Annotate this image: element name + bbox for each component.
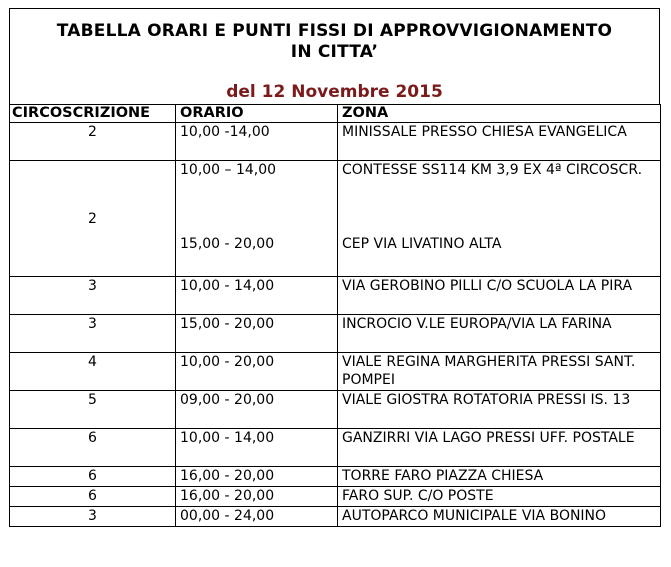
table-row [10,487,661,507]
cell-orario: 16,00 - 20,00 [176,467,338,487]
table-row [10,353,661,391]
schedule-table [9,104,661,527]
cell-circoscrizione: 2 [10,161,176,277]
cell-orario: 10,00 - 14,00 [176,429,338,467]
date-subtitle: del 12 Novembre 2015 [226,82,443,102]
zona-slot-2: CEP VIA LIVATINO ALTA [342,236,502,252]
title-line-1: TABELLA ORARI E PUNTI FISSI DI APPROVVIGIONAMENTO [56,21,613,41]
table-row [10,277,661,315]
cell-orario: 10,00 - 20,00 [176,353,338,391]
header-zona: ZONA [338,105,661,123]
document-sheet [9,8,660,527]
cell-zona: FARO SUP. C/O POSTE [338,487,661,507]
cell-zona: VIALE GIOSTRA ROTATORIA PRESSI IS. 13 [338,391,661,429]
cell-circoscrizione: 2 [10,123,176,161]
table-row [10,123,661,161]
cell-orario: 10,00 - 14,00 [176,277,338,315]
cell-zona [338,161,661,277]
cell-circoscrizione: 6 [10,467,176,487]
cell-zona: TORRE FARO PIAZZA CHIESA [338,467,661,487]
cell-zona: AUTOPARCO MUNICIPALE VIA BONINO [338,507,661,527]
cell-zona: GANZIRRI VIA LAGO PRESSI UFF. POSTALE [338,429,661,467]
orario-slot-2: 15,00 - 20,00 [180,236,275,252]
cell-orario: 16,00 - 20,00 [176,487,338,507]
header-orario: ORARIO [176,105,338,123]
cell-zona: VIALE REGINA MARGHERITA PRESSI SANT. POMPEI [338,353,661,391]
table-header-row [10,105,661,123]
zona-slot-1: CONTESSE SS114 KM 3,9 EX 4ª CIRCOSCR. [342,162,643,178]
cell-orario: 09,00 - 20,00 [176,391,338,429]
title-line-2: IN CITTA’ [290,42,379,62]
cell-circoscrizione: 4 [10,353,176,391]
cell-circoscrizione: 3 [10,315,176,353]
cell-circoscrizione: 3 [10,277,176,315]
cell-circoscrizione: 5 [10,391,176,429]
table-row [10,429,661,467]
cell-circoscrizione: 6 [10,429,176,467]
cell-zona: INCROCIO V.LE EUROPA/VIA LA FARINA [338,315,661,353]
page-title [10,21,659,63]
cell-zona: VIA GEROBINO PILLI C/O SCUOLA LA PIRA [338,277,661,315]
cell-orario [176,161,338,277]
table-row [10,467,661,487]
cell-circoscrizione: 6 [10,487,176,507]
table-row [10,391,661,429]
header-circoscrizione: CIRCOSCRIZIONE [10,105,176,123]
cell-orario: 15,00 - 20,00 [176,315,338,353]
spacer [180,179,333,235]
cell-circoscrizione: 3 [10,507,176,527]
table-row [10,161,661,277]
cell-zona: MINISSALE PRESSO CHIESA EVANGELICA [338,123,661,161]
orario-slot-1: 10,00 – 14,00 [180,162,277,178]
table-row [10,507,661,527]
table-row [10,315,661,353]
title-box [9,8,660,104]
cell-orario: 10,00 -14,00 [176,123,338,161]
cell-orario: 00,00 - 24,00 [176,507,338,527]
